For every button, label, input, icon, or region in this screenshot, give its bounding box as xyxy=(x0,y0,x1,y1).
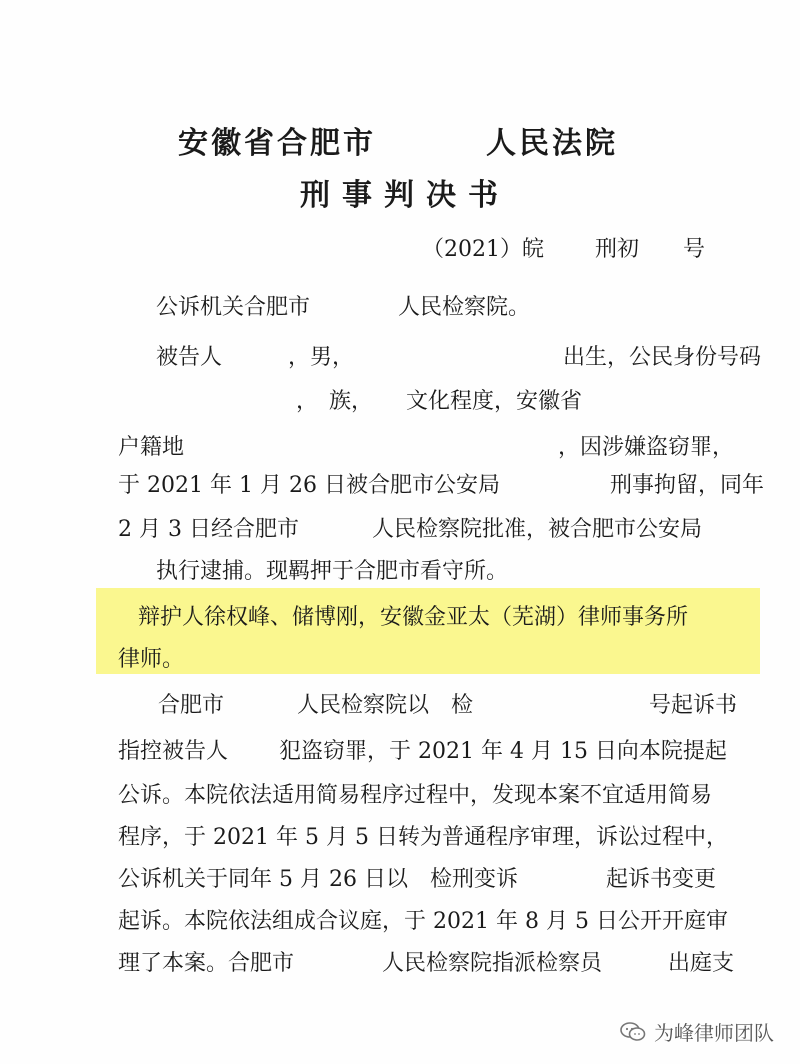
body-line: 起诉。本院依法组成合议庭，于 2021 年 8 月 5 日公开开庭审 xyxy=(118,909,728,934)
body-line: 理了本案。合肥市 人民检察院指派检察员 出庭支 xyxy=(118,951,735,976)
wechat-icon xyxy=(620,1022,646,1042)
body-line: 公诉。本院依法适用简易程序过程中，发现本案不宜适用简易 xyxy=(118,783,713,808)
court-title-court: 人民法院 xyxy=(486,126,618,161)
body-line: 执行逮捕。现羁押于合肥市看守所。 xyxy=(156,559,509,584)
body-line: ， 族， 文化程度，安徽省 xyxy=(296,389,583,414)
body-line: 户籍地 ，因涉嫌盗窃罪， xyxy=(118,435,735,460)
body-line: 被告人 ，男， 出生，公民身份号码 xyxy=(156,345,762,370)
document-type-title: 刑事判决书 xyxy=(300,178,510,213)
defender-line: 律师。 xyxy=(118,647,185,672)
watermark-text: 为峰律师团队 xyxy=(654,1021,774,1045)
body-line: 于 2021 年 1 月 26 日被合肥市公安局 刑事拘留，同年 xyxy=(118,473,764,498)
body-line: 公诉机关合肥市 人民检察院。 xyxy=(156,295,531,320)
watermark xyxy=(620,1017,774,1046)
body-line: 合肥市 人民检察院以 检 号起诉书 xyxy=(158,693,737,718)
body-line: 程序，于 2021 年 5 月 5 日转为普通程序审理，诉讼过程中， xyxy=(118,825,728,850)
court-title-province-city: 安徽省合肥市 xyxy=(178,126,376,161)
case-number: （2021）皖 刑初 号 xyxy=(422,237,705,262)
body-line: 公诉机关于同年 5 月 26 日以 检刑变诉 起诉书变更 xyxy=(118,867,716,892)
defender-line: 辩护人徐权峰、储博刚，安徽金亚太（芜湖）律师事务所 xyxy=(138,605,689,630)
body-line: 2 月 3 日经合肥市 人民检察院批准，被合肥市公安局 xyxy=(118,517,702,542)
body-line: 指控被告人 犯盗窃罪，于 2021 年 4 月 15 日向本院提起 xyxy=(118,739,727,764)
